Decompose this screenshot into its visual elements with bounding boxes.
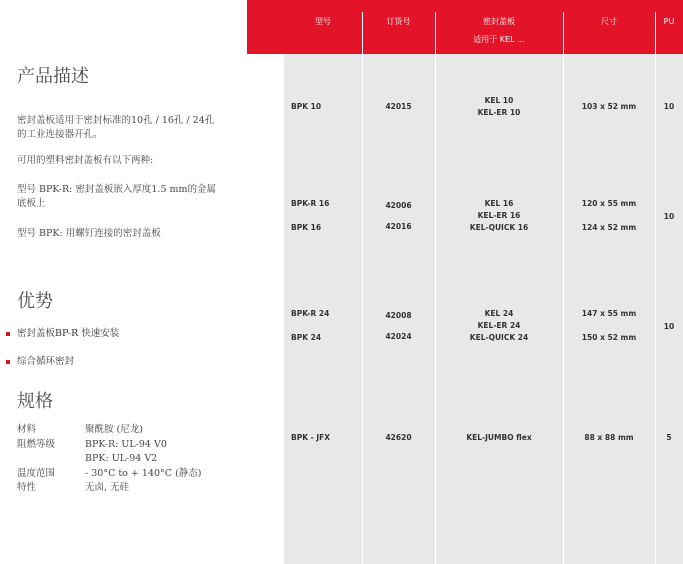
- table-cell-fits: [435, 95, 563, 119]
- header-cover-line1: 密封盖板: [483, 17, 515, 26]
- spec-value: BPK-R: UL-94 V0: [85, 438, 167, 450]
- table-cell-fits: [435, 198, 563, 234]
- fit-item: KEL-ER 24: [477, 321, 521, 330]
- table-cell-size: [563, 198, 655, 234]
- model-item: BPK 16: [291, 223, 322, 232]
- table-cell-order: [362, 310, 435, 343]
- spec-feature: [17, 481, 201, 496]
- description-p3-line2: 底板上: [17, 198, 46, 209]
- table-cell-pu: 10: [663, 102, 675, 111]
- table-cell-fits: [435, 308, 563, 344]
- order-item: 42016: [385, 222, 412, 231]
- size-item: 147 x 55 mm: [581, 309, 637, 318]
- fit-item: KEL-QUICK 16: [469, 223, 529, 232]
- description-p1-line2: 的工业连接器开孔。: [17, 129, 103, 140]
- table-cell-order: [362, 200, 435, 233]
- fit-item: KEL-QUICK 24: [469, 333, 529, 342]
- spec-list: [17, 423, 201, 496]
- advantage-text: 综合循环密封: [17, 356, 75, 367]
- bullet-square-icon: [6, 332, 10, 336]
- model-item: BPK-R 24: [291, 309, 330, 318]
- spec-value: BPK: UL-94 V2: [85, 453, 158, 464]
- spec-label: 材料: [17, 424, 37, 435]
- product-info-column: [0, 0, 250, 564]
- specs-heading: 规格: [17, 391, 53, 412]
- spec-flame-2: [17, 452, 201, 467]
- fit-item: KEL 24: [484, 309, 514, 318]
- header-size: 尺寸: [601, 17, 617, 26]
- spec-value: 聚酰胺 (尼龙): [85, 424, 143, 435]
- spec-label: 温度范围: [17, 467, 56, 479]
- advantage-item: [6, 325, 119, 339]
- header-model: 型号: [315, 17, 331, 26]
- advantages-heading: 优势: [17, 291, 53, 312]
- description-paragraph-4: 型号 BPK: 用螺钉连接的密封盖板: [17, 228, 161, 239]
- header-cover: [435, 16, 563, 46]
- order-item: 42008: [385, 311, 412, 320]
- description-p1-line1: 密封盖板适用于密封标准的10孔 / 16孔 / 24孔: [17, 115, 215, 126]
- spec-flame: [17, 438, 201, 453]
- table-cell-size: 103 x 52 mm: [581, 102, 637, 111]
- description-paragraph-2: 可用的塑料密封盖板有以下两种:: [17, 155, 154, 166]
- table-cell-fits: KEL-JUMBO flex: [466, 433, 532, 442]
- size-item: 124 x 52 mm: [581, 223, 637, 232]
- description-paragraph-3: [17, 183, 232, 211]
- fit-item: KEL 10: [484, 96, 514, 105]
- order-item: 42006: [385, 201, 412, 210]
- fit-item: KEL 16: [484, 199, 514, 208]
- table-cell-order: 42620: [385, 433, 412, 442]
- table-cell-model: [291, 198, 329, 234]
- header-cover-line2: 适用于 KEL ...: [473, 35, 525, 44]
- table-cell-size: 88 x 88 mm: [584, 433, 634, 442]
- table-cell-size: [563, 308, 655, 344]
- table-cell-model: BPK 10: [291, 102, 322, 111]
- size-item: 150 x 52 mm: [581, 333, 637, 342]
- spec-label: 阻燃等级: [17, 438, 56, 450]
- order-item: 42024: [385, 332, 412, 341]
- spec-value: - 30°C to + 140°C (静态): [85, 467, 202, 479]
- spec-material: [17, 423, 201, 438]
- product-table: [247, 0, 683, 564]
- advantage-text: 密封盖板BP-R 快速安装: [17, 328, 120, 339]
- header-order-no: 订货号: [386, 17, 411, 26]
- description-paragraph-1: [17, 114, 232, 142]
- spec-temperature: [17, 467, 201, 482]
- model-item: BPK 24: [291, 333, 322, 342]
- column-divider: [563, 12, 564, 564]
- table-cell-model: BPK - JFX: [291, 433, 331, 442]
- fit-item: KEL-ER 16: [477, 211, 521, 220]
- table-cell-model: [291, 308, 329, 344]
- bullet-square-icon: [6, 360, 10, 364]
- column-divider: [362, 12, 363, 564]
- table-cell-pu: 10: [663, 212, 675, 221]
- spec-label: 特性: [17, 482, 37, 493]
- table-cell-order: 42015: [385, 102, 412, 111]
- description-heading: 产品描述: [17, 66, 89, 87]
- advantage-item: [6, 353, 74, 367]
- table-cell-pu: 10: [663, 322, 675, 331]
- model-item: BPK-R 16: [291, 199, 330, 208]
- spec-value: 无卤, 无硅: [85, 482, 130, 493]
- table-cell-pu: 5: [666, 433, 672, 442]
- fit-item: KEL-ER 10: [477, 108, 521, 117]
- size-item: 120 x 55 mm: [581, 199, 637, 208]
- column-divider: [655, 12, 656, 564]
- description-p3-line1: 型号 BPK-R: 密封盖板嵌入厚度1.5 mm的金属: [17, 184, 217, 195]
- header-pu: PU: [663, 17, 675, 26]
